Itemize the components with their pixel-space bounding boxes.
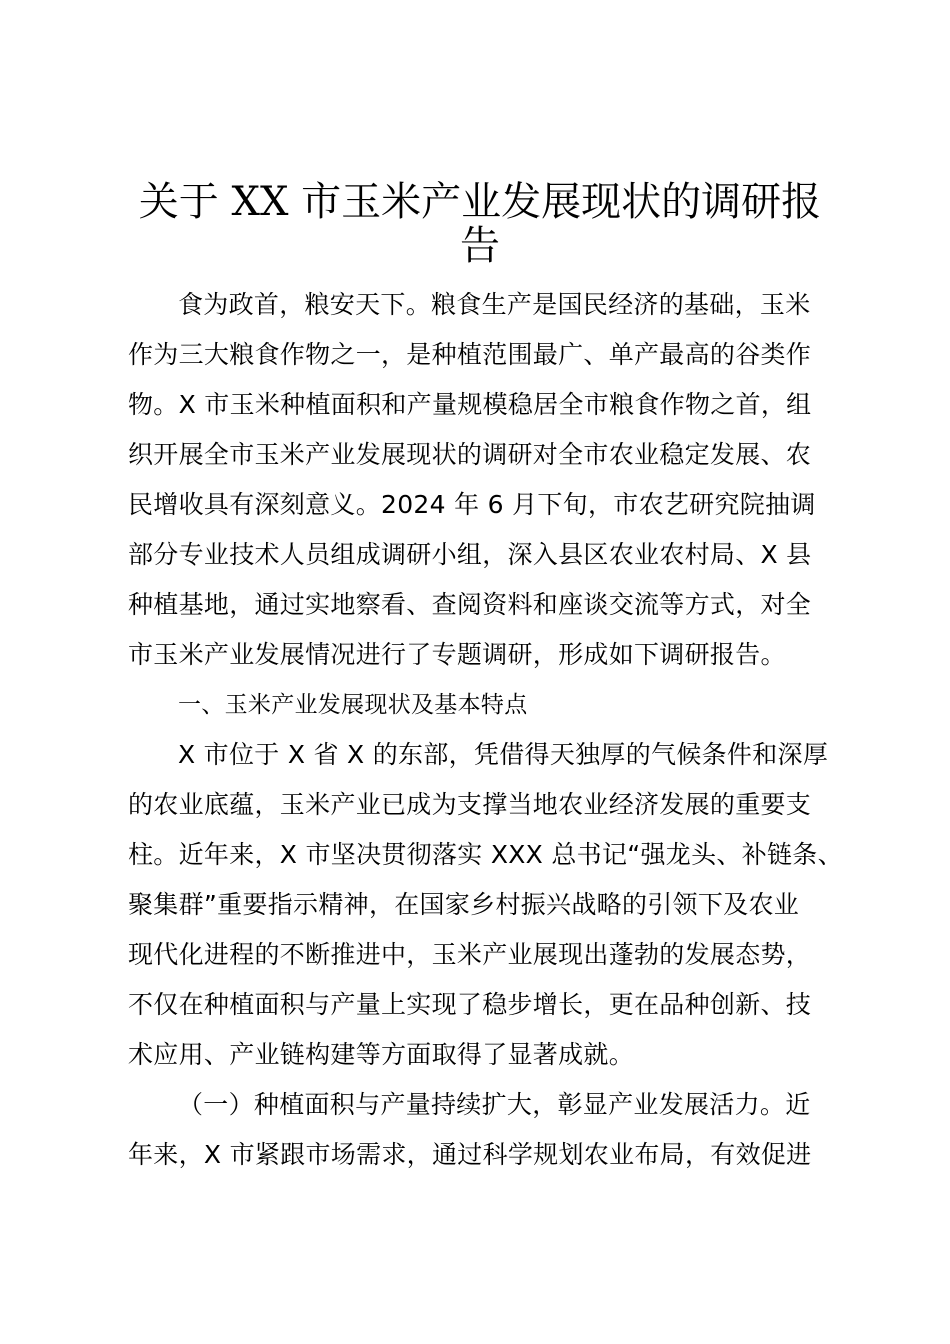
subsection-paragraph	[128, 1080, 838, 1180]
text-line: 年来，X 市紧跟市场需求，通过科学规划农业布局，有效促进	[128, 1140, 812, 1169]
text-line: 聚集群”重要指示精神，在国家乡村振兴战略的引领下及农业	[128, 890, 800, 919]
text-line: 术应用、产业链构建等方面取得了显著成就。	[128, 1040, 635, 1069]
title-line: 关于 XX 市玉米产业发展现状的调研报	[138, 179, 822, 225]
text-line: 现代化进程的不断推进中，玉米产业展现出蓬勃的发展态势，	[128, 940, 812, 969]
text-line: 织开展全市玉米产业发展现状的调研对全市农业稳定发展、农	[128, 440, 812, 469]
intro-paragraph	[128, 280, 838, 680]
text-line: 柱。近年来，X 市坚决贯彻落实 XXX 总书记“强龙头、补链条、	[128, 840, 843, 869]
text-line: 部分专业技术人员组成调研小组，深入县区农业农村局、X 县	[128, 540, 812, 569]
text-line: 民增收具有深刻意义。2024 年 6 月下旬，市农艺研究院抽调	[128, 490, 816, 519]
text-line: 种植基地，通过实地察看、查阅资料和座谈交流等方式，对全	[128, 590, 812, 619]
text-line: （一）种植面积与产量持续扩大，彰显产业发展活力。近	[178, 1090, 811, 1119]
section-paragraph	[128, 730, 843, 1080]
document-title	[120, 180, 840, 268]
text-line: 物。X 市玉米种植面积和产量规模稳居全市粮食作物之首，组	[128, 390, 812, 419]
text-line: 作为三大粮食作物之一，是种植范围最广、单产最高的谷类作	[128, 340, 812, 369]
text-line: 市玉米产业发展情况进行了专题调研，形成如下调研报告。	[128, 640, 786, 669]
text-line: 食为政首，粮安天下。粮食生产是国民经济的基础，玉米	[178, 290, 811, 319]
title-line: 告	[460, 223, 500, 269]
section-heading	[128, 680, 838, 730]
heading-line: 一、玉米产业发展现状及基本特点	[178, 692, 528, 718]
text-line: X 市位于 X 省 X 的东部，凭借得天独厚的气候条件和深厚	[178, 740, 829, 769]
text-line: 的农业底蕴，玉米产业已成为支撑当地农业经济发展的重要支	[128, 790, 812, 819]
text-line: 不仅在种植面积与产量上实现了稳步增长，更在品种创新、技	[128, 990, 812, 1019]
